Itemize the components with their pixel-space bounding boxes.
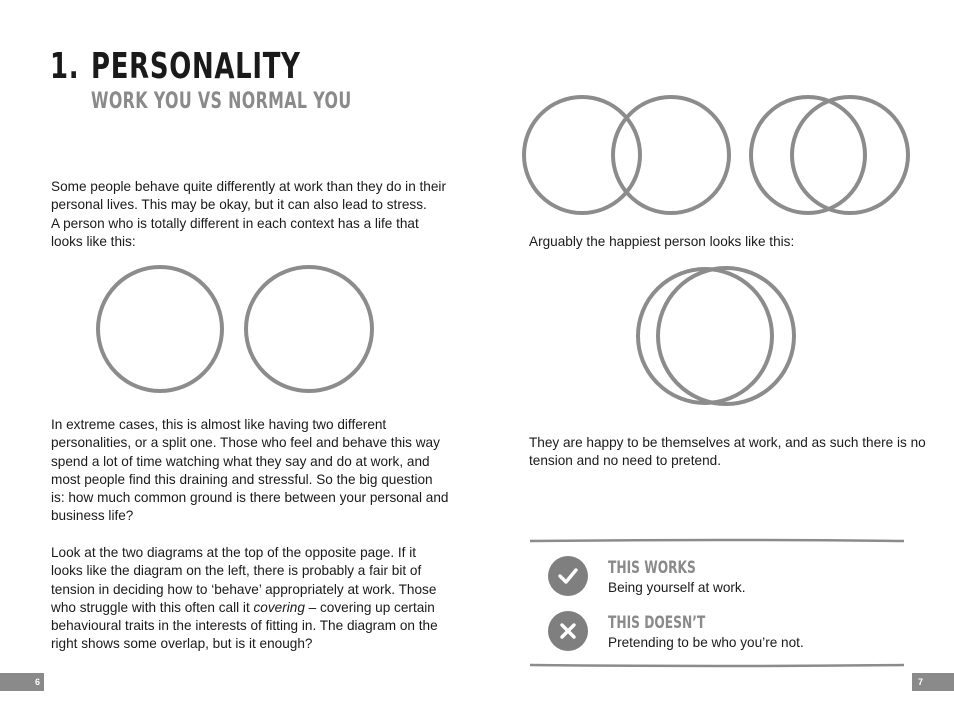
intro-line: looks like this: (51, 233, 136, 249)
extreme-paragraph (51, 416, 451, 526)
page-title: PERSONALITY (91, 46, 301, 87)
diagram-paragraph (51, 544, 451, 654)
diagram-line: behavioural traits in the interests of fitting in. The diagram on the (51, 618, 438, 634)
circle-personal-small-overlap (524, 97, 640, 213)
cross-icon (558, 621, 578, 641)
intro-line: Some people behave quite differently at work than they do in their (51, 179, 446, 194)
extreme-line: In extreme cases, this is almost like having two different (51, 417, 387, 432)
this-doesnt-title: THIS DOESN’T (608, 613, 706, 633)
extreme-line: business life? (51, 508, 134, 524)
happy-paragraph (529, 434, 929, 471)
this-works-title: THIS WORKS (608, 558, 696, 578)
page-number-left: 6 (0, 673, 44, 691)
separate-circles-diagram (90, 260, 380, 400)
intro-line: personal lives. This may be okay, but it can also lead to stress. (51, 197, 427, 213)
happy-line: tension and no need to pretend. (529, 453, 721, 469)
this-doesnt-text: Pretending to be who you’re not. (608, 635, 804, 650)
happiest-text: Arguably the happiest person looks like this: (529, 234, 795, 249)
extreme-line: personalities, or a split one. Those who feel and behave this way (51, 435, 440, 451)
this-works-text: Being yourself at work. (608, 580, 746, 595)
happy-line: They are happy to be themselves at work, and as such there is no (529, 435, 926, 450)
circle-work-small-overlap (613, 97, 729, 213)
cross-badge (548, 611, 588, 651)
diagram-line: looks like the diagram on the left, there is probably a fair bit of (51, 563, 422, 579)
covering-term: covering (253, 599, 305, 615)
callout-bottom-rule (528, 662, 908, 668)
callout-top-rule (528, 538, 908, 544)
overlap-circles-diagrams (520, 92, 915, 222)
diagram-line: tension in deciding how to ‘behave’ appropriately at work. Those (51, 581, 437, 597)
extreme-line: most people find this draining and stressful. So the big question (51, 471, 433, 487)
intro-line: A person who is totally different in each context has a life that (51, 215, 419, 231)
diagram-line-part: who struggle with this often call it (51, 599, 254, 615)
chapter-number: 1. (50, 46, 80, 87)
diagram-line (51, 599, 451, 617)
happy-circles-diagram (630, 262, 810, 417)
check-icon (557, 567, 579, 585)
diagram-line-part: – covering up certain (304, 599, 435, 615)
diagram-line: Look at the two diagrams at the top of the opposite page. If it (51, 545, 417, 560)
extreme-line: spend a lot of time watching what they say and do at work, and (51, 453, 430, 469)
intro-paragraph (51, 178, 451, 251)
check-badge (548, 556, 588, 596)
circle-work (246, 267, 372, 391)
circle-personal (98, 267, 222, 391)
extreme-line: is: how much common ground is there between your personal and (51, 490, 449, 506)
diagram-line: right shows some overlap, but is it enough? (51, 636, 313, 652)
page-number-right: 7 (912, 673, 954, 691)
page-subtitle: WORK YOU VS NORMAL YOU (91, 89, 352, 114)
